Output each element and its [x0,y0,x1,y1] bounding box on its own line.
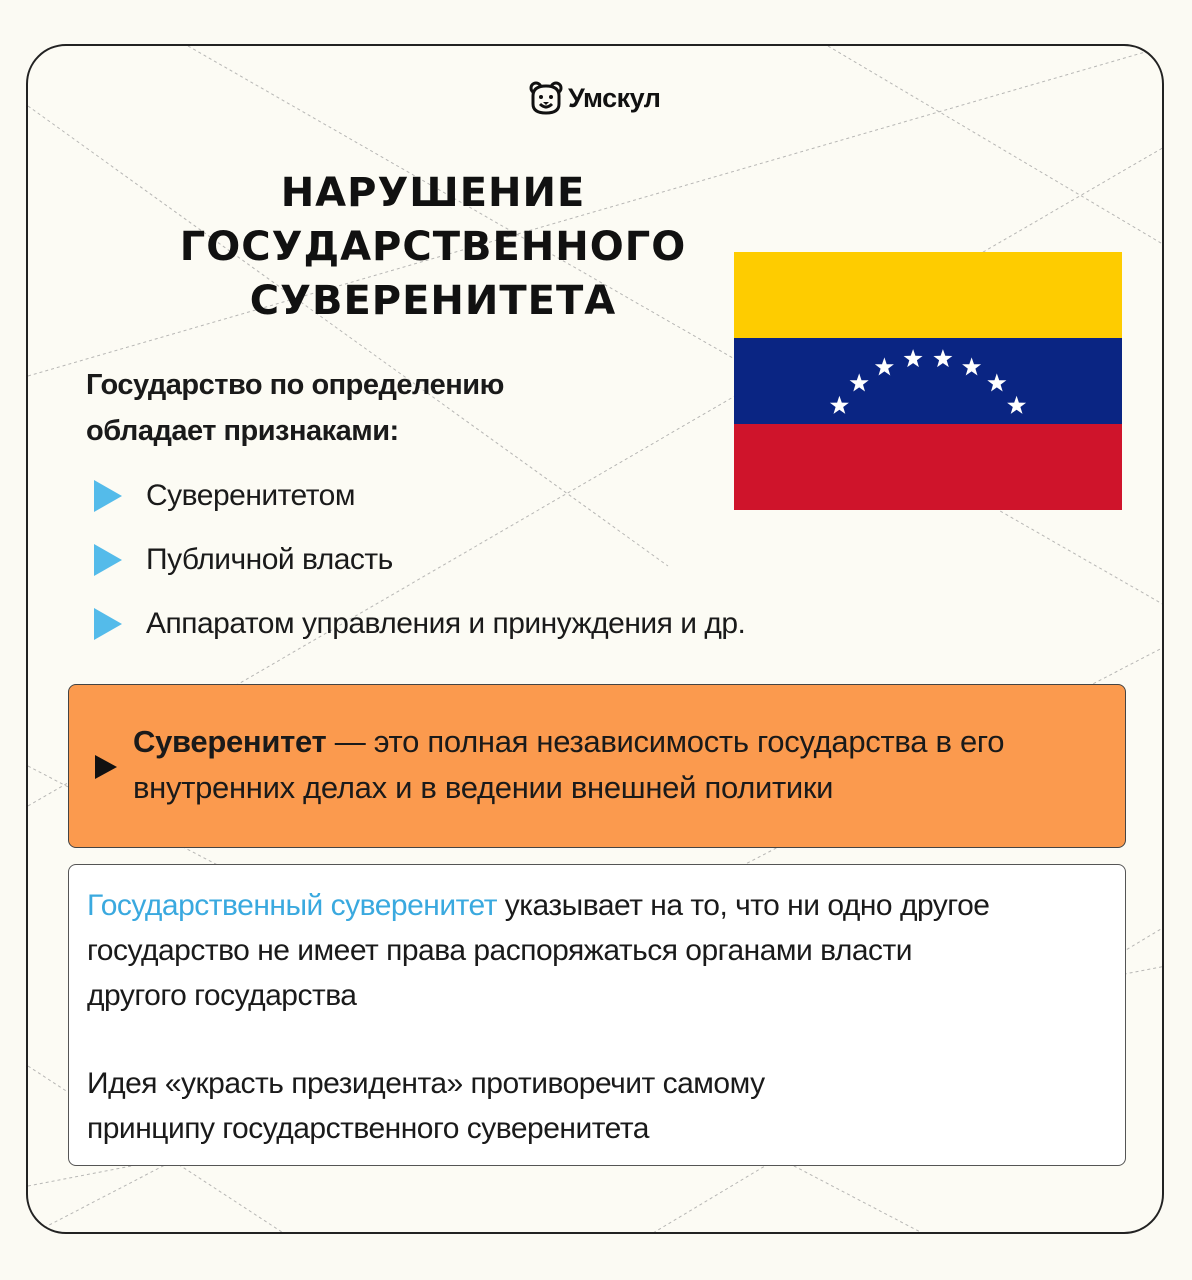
brand-logo [528,78,660,118]
list-item [94,464,745,528]
explanation-box [68,864,1126,1166]
explanation-line-2: государство не имеет права распоряжаться органами власти [87,934,913,967]
venezuela-flag-icon [734,252,1122,510]
list-item [94,592,745,656]
highlight-term: Государственный суверенитет [87,889,497,922]
idea-line-1: Идея «украсть президента» противоречит самому [87,1067,765,1100]
triangle-bullet-icon [94,544,122,576]
definition-box [68,684,1126,848]
title-line-2: ГОСУДАРСТВЕННОГО [179,224,687,270]
logo-text: Умскул [568,82,661,113]
triangle-bullet-icon [94,480,122,512]
feature-label: Суверенитетом [146,479,355,512]
play-triangle-icon [95,755,117,779]
list-item [94,528,745,592]
idea-line-2: принципу государственного суверенитета [87,1112,649,1145]
definition-line-2: внутренних делах и в ведении внешней политики [133,770,834,805]
explanation-line-3: другого государства [87,979,357,1012]
explanation-line-1: указывает на то, что ни одно другое [496,889,990,922]
intro-line-2: обладает признаками: [86,415,399,447]
content-card [26,44,1164,1234]
title-line-3: СУВЕРЕНИТЕТА [249,278,617,324]
bear-icon [528,80,564,116]
definition-line-1: — это полная независимость государства в его [326,724,1005,759]
definition-text [133,719,1113,811]
intro-line-1: Государство по определению [86,369,504,401]
page-title [128,166,738,328]
idea-paragraph [87,1061,1107,1151]
feature-label: Аппаратом управления и принуждения и др. [146,607,746,640]
triangle-bullet-icon [94,608,122,640]
features-list [94,464,745,656]
intro-text [86,362,686,454]
explanation-paragraph [87,883,1107,1018]
title-line-1: НАРУШЕНИЕ [280,170,586,216]
feature-label: Публичной власть [146,543,393,576]
definition-term: Суверенитет [133,724,327,759]
